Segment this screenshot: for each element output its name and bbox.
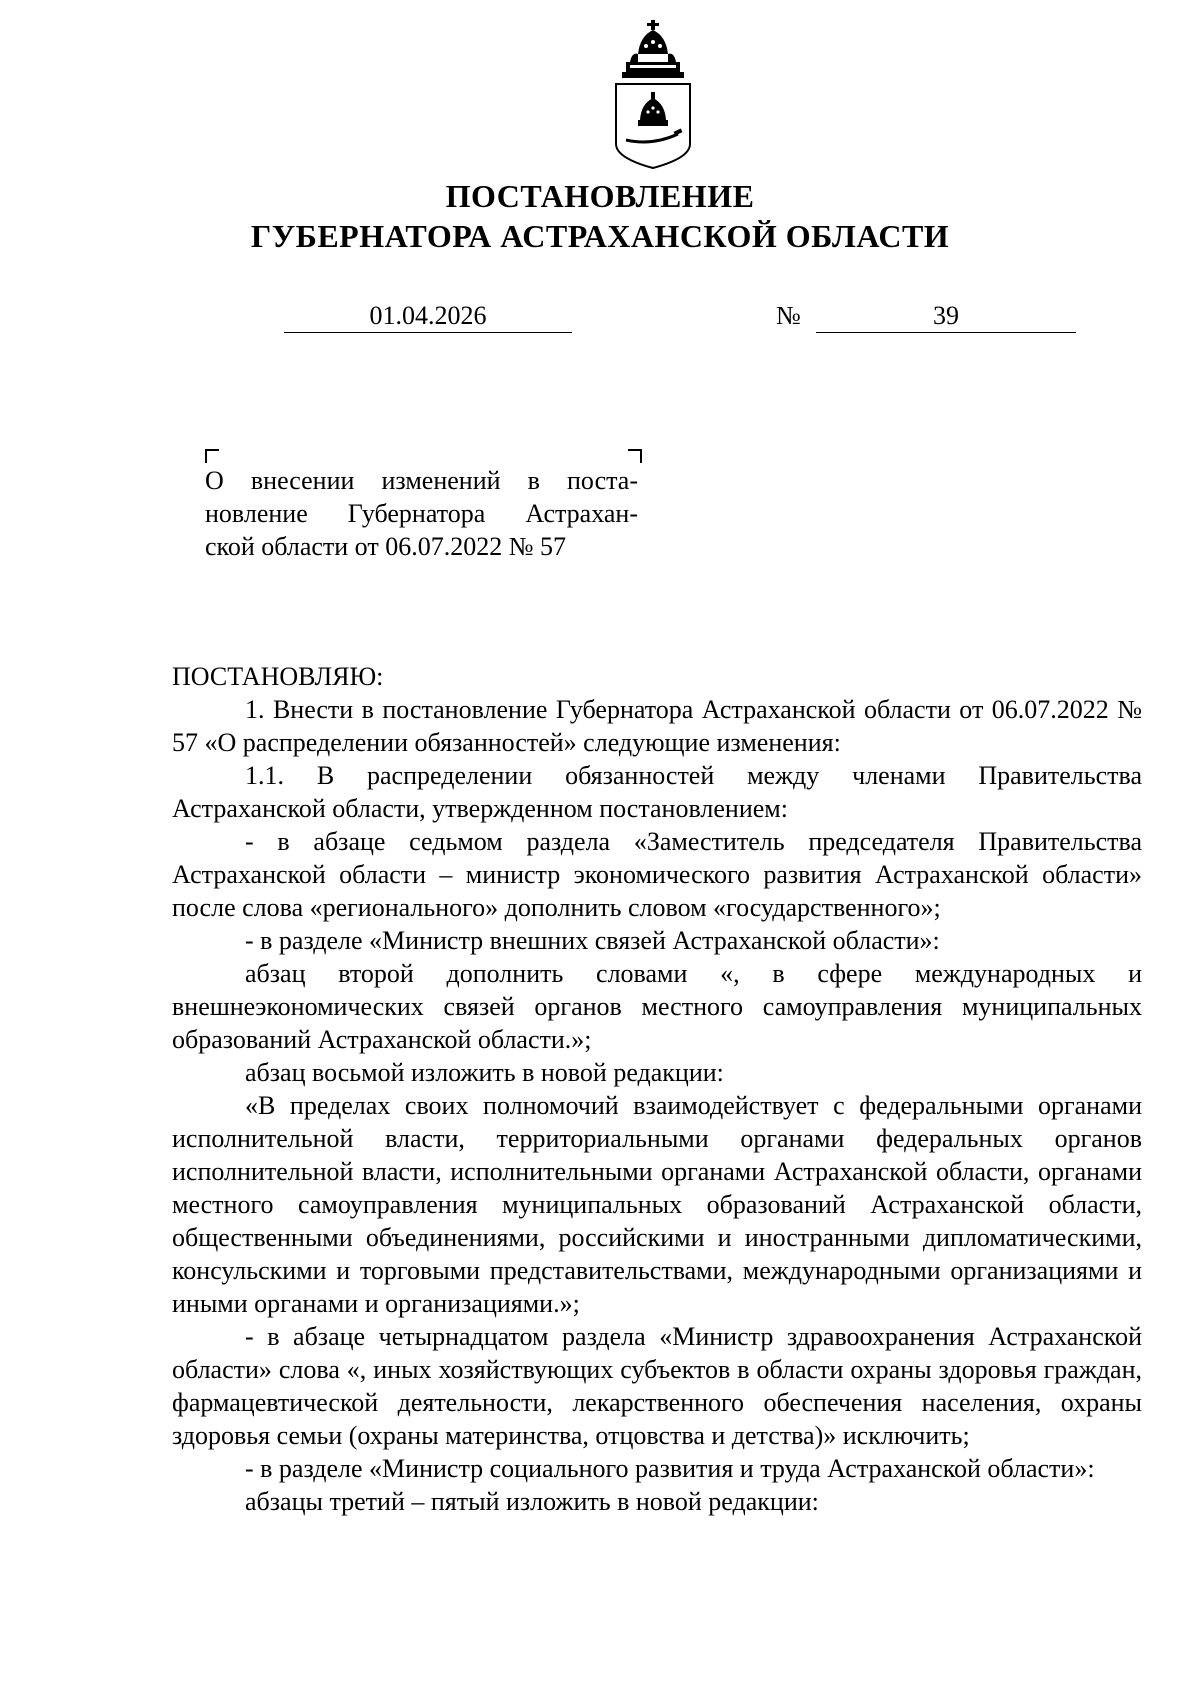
subject-line: новление Губернатора Астрахан- (205, 499, 638, 528)
document-number: 39 (816, 300, 1076, 333)
paragraph-item: абзацы третий – пятый изложить в новой редакции: (245, 1487, 819, 1516)
issuer-title: ГУБЕРНАТОРА АСТРАХАНСКОЙ ОБЛАСТИ (250, 218, 950, 254)
paragraph-item: - в абзаце четырнадцатом раздела «Министр здравоохранения Астраханской области» слова «, иных хозяйствующих субъектов в области охраны здоровья граждан, фармацевтической деятельности, лекарственного обеспечения населения, охраны здоровья семьи (охраны материнства, отцовства и детства)» исключить; (172, 1322, 1142, 1450)
document-body (172, 660, 1142, 1518)
astrakhan-coat-of-arms-icon (608, 18, 698, 170)
paragraph-item: «В пределах своих полномочий взаимодействует с федеральными органами исполнительной власти, территориальными органами федеральных органов исполнительной власти, исполнительными органами Астраханской области, органами местного самоуправления муниципальных образований Астраханской области, общественными объединениями, российскими и иностранными дипломатическими, консульскими и торговыми представительствами, международными организациями и иными органами и организациями.»; (172, 1091, 1142, 1318)
paragraph-1: 1. Внести в постановление Губернатора Астраханской области от 06.07.2022 № 57 «О распределении обязанностей» следующие изменения: (172, 695, 1142, 757)
paragraph-item: - в абзаце седьмом раздела «Заместитель председателя Правительства Астраханской области – министр экономического развития Астраханской области» после слова «регионального» дополнить словом «государственного»; (172, 827, 1142, 922)
subject-corner-left (205, 449, 219, 463)
subject-corner-right (628, 449, 642, 463)
subject-line: ской области от 06.07.2022 № 57 (205, 532, 567, 561)
paragraph-item: - в разделе «Министр социального развития и труда Астраханской области»: (245, 1454, 1095, 1483)
paragraph-item: - в разделе «Министр внешних связей Астраханской области»: (245, 926, 940, 955)
document-subject (205, 464, 638, 563)
paragraph-item: абзац второй дополнить словами «, в сфере международных и внешнеэкономических связей органов местного самоуправления муниципальных образований Астраханской области.»; (172, 959, 1142, 1054)
document-date: 01.04.2026 (284, 300, 572, 333)
document-type-title: ПОСТАНОВЛЕНИЕ (445, 178, 755, 214)
paragraph-item: абзац восьмой изложить в новой редакции: (245, 1058, 724, 1087)
paragraph-1-1: 1.1. В распределении обязанностей между членами Правительства Астраханской области, утвержденном постановлением: (172, 761, 1142, 823)
number-sign: № (776, 301, 801, 330)
subject-line: О внесении изменений в поста- (205, 466, 638, 495)
decree-word: ПОСТАНОВЛЯЮ: (172, 662, 384, 691)
